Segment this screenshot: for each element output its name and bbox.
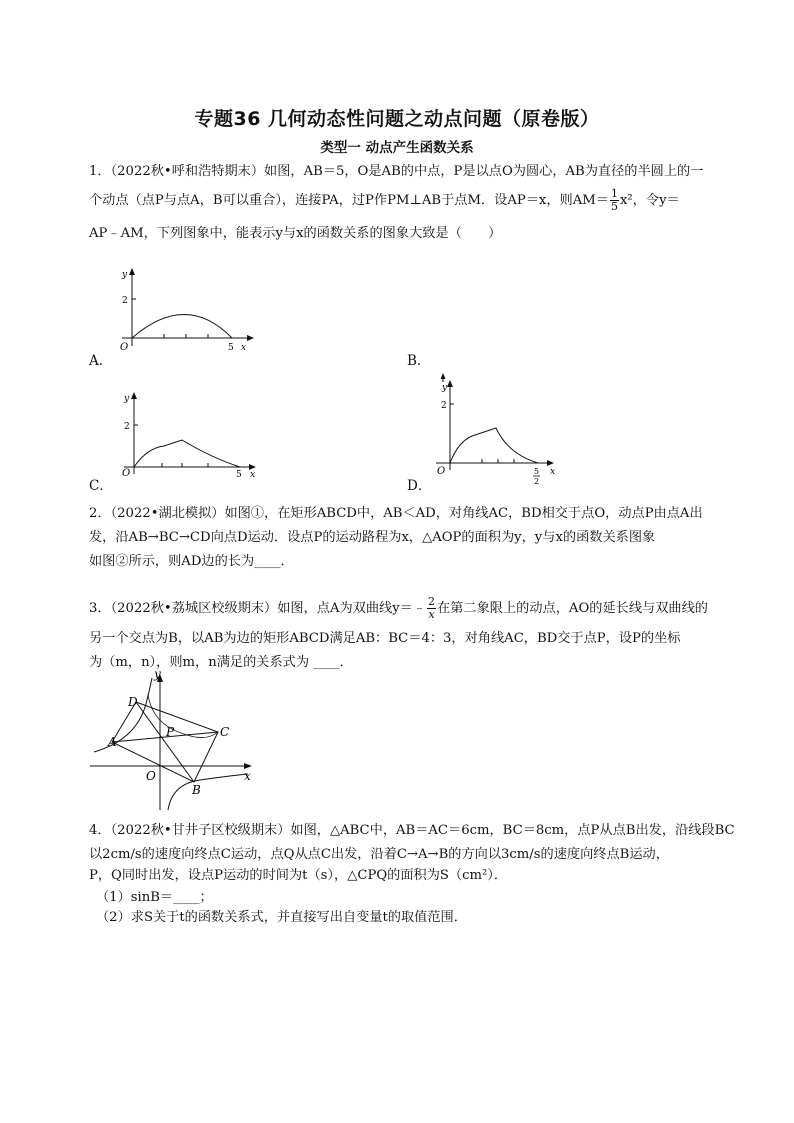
x-axis-label: x (244, 769, 251, 783)
point-a-label: A (108, 735, 117, 749)
q3-line-3: 为（m，n），则m，n满足的关系式为 ____． (89, 655, 353, 670)
hyperbola-figure (88, 664, 263, 814)
graph-c (112, 390, 262, 480)
q3-fraction: $\frac{2}{x}$ (428, 595, 436, 621)
svg-text:y: y (442, 383, 448, 393)
page-title: 专题36 几何动态性问题之动点问题（原卷版） (194, 108, 600, 130)
q2-line-2: 发，沿AB→BC→CD向点D运动．设点P的运动路程为x，△AOP的面积为y，y与x的函数关系图象 (89, 530, 656, 545)
y-axis-label: y (154, 667, 161, 681)
origin-label: O (120, 342, 129, 353)
svg-text:x: x (250, 470, 256, 480)
point-d-label: D (128, 695, 138, 709)
q4-line-3: P，Q同时出发，设点P运动的时间为t（s），△CPQ的面积为S（cm²）． (89, 868, 508, 883)
q1-line-1: 1．（2022秋•呼和浩特期末）如图，AB＝5，O是AB的中点，P是以点O为圆心，AB为直径的半圆上的一 (89, 164, 704, 179)
svg-text:y: y (124, 394, 130, 404)
q2-line-1: 2．（2022•湖北模拟）如图①，在矩形ABCD中，AB＜AD，对角线AC，BD相交于点O，动点P由点A出 (89, 506, 703, 521)
point-c-label: C (220, 725, 230, 739)
svg-text:x: x (550, 467, 556, 477)
svg-text:2: 2 (441, 401, 447, 411)
graph-d (434, 378, 564, 486)
svg-text:5: 5 (534, 467, 540, 476)
q1-line-2: 个动点（点P与点A，B可以重合），连接PA，过P作PM⊥AB于点M．设AP＝x，则AM＝ $\frac{1}{5}$ x²，令y＝ (89, 187, 680, 213)
option-a-label: A． (89, 353, 113, 369)
q1-line-3: AP﹣AM，下列图象中，能表示y与x的函数关系的图象大致是（ ） (89, 226, 502, 241)
svg-text:2: 2 (534, 477, 540, 486)
option-d-label: D． (407, 478, 432, 494)
q3-line-2: 另一个交点为B，以AB为边的矩形ABCD满足AB：BC＝4：3，对角线AC，BD交于点P，设P的坐标 (89, 631, 681, 646)
q1-fraction: $\frac{1}{5}$ (610, 187, 618, 213)
q3-line-1: 3．（2022秋•荔城区校级期末）如图，点A为双曲线y＝﹣ $\frac{2}{x}$ 在第二象限上的动点，AO的延长线与双曲线的 (89, 595, 708, 621)
q2-line-3: 如图②所示，则AD边的长为____． (89, 554, 294, 569)
graph-a (110, 266, 260, 356)
y-axis-label: y (122, 270, 128, 280)
svg-text:O: O (437, 466, 446, 477)
tick-label-5: 5 (228, 343, 234, 353)
option-c-label: C． (89, 478, 113, 494)
point-b-label: B (192, 783, 201, 797)
svg-text:2: 2 (124, 422, 130, 432)
q4-sub-1: （1）sinB＝____； (96, 890, 213, 905)
x-axis-label: x (241, 343, 247, 353)
q4-sub-2: （2）求S关于t的函数关系式，并直接写出自变量t的取值范围． (96, 910, 467, 925)
tick-label-2: 2 (122, 296, 128, 306)
origin-label: O (146, 769, 156, 783)
section-heading: 类型一 动点产生函数关系 (320, 140, 474, 156)
svg-text:5: 5 (236, 470, 242, 480)
option-b-label: B． (407, 353, 431, 369)
q4-line-1: 4．（2022秋•甘井子区校级期末）如图，△ABC中，AB＝AC＝6cm，BC＝8cm，点P从点B出发，沿线段BC (89, 823, 735, 838)
q4-line-2: 以2cm/s的速度向终点C运动，点Q从点C出发，沿着C→A→B的方向以3cm/s的速度向终点B运动， (89, 847, 669, 862)
svg-text:O: O (122, 468, 131, 479)
point-p-label: P (166, 725, 175, 739)
